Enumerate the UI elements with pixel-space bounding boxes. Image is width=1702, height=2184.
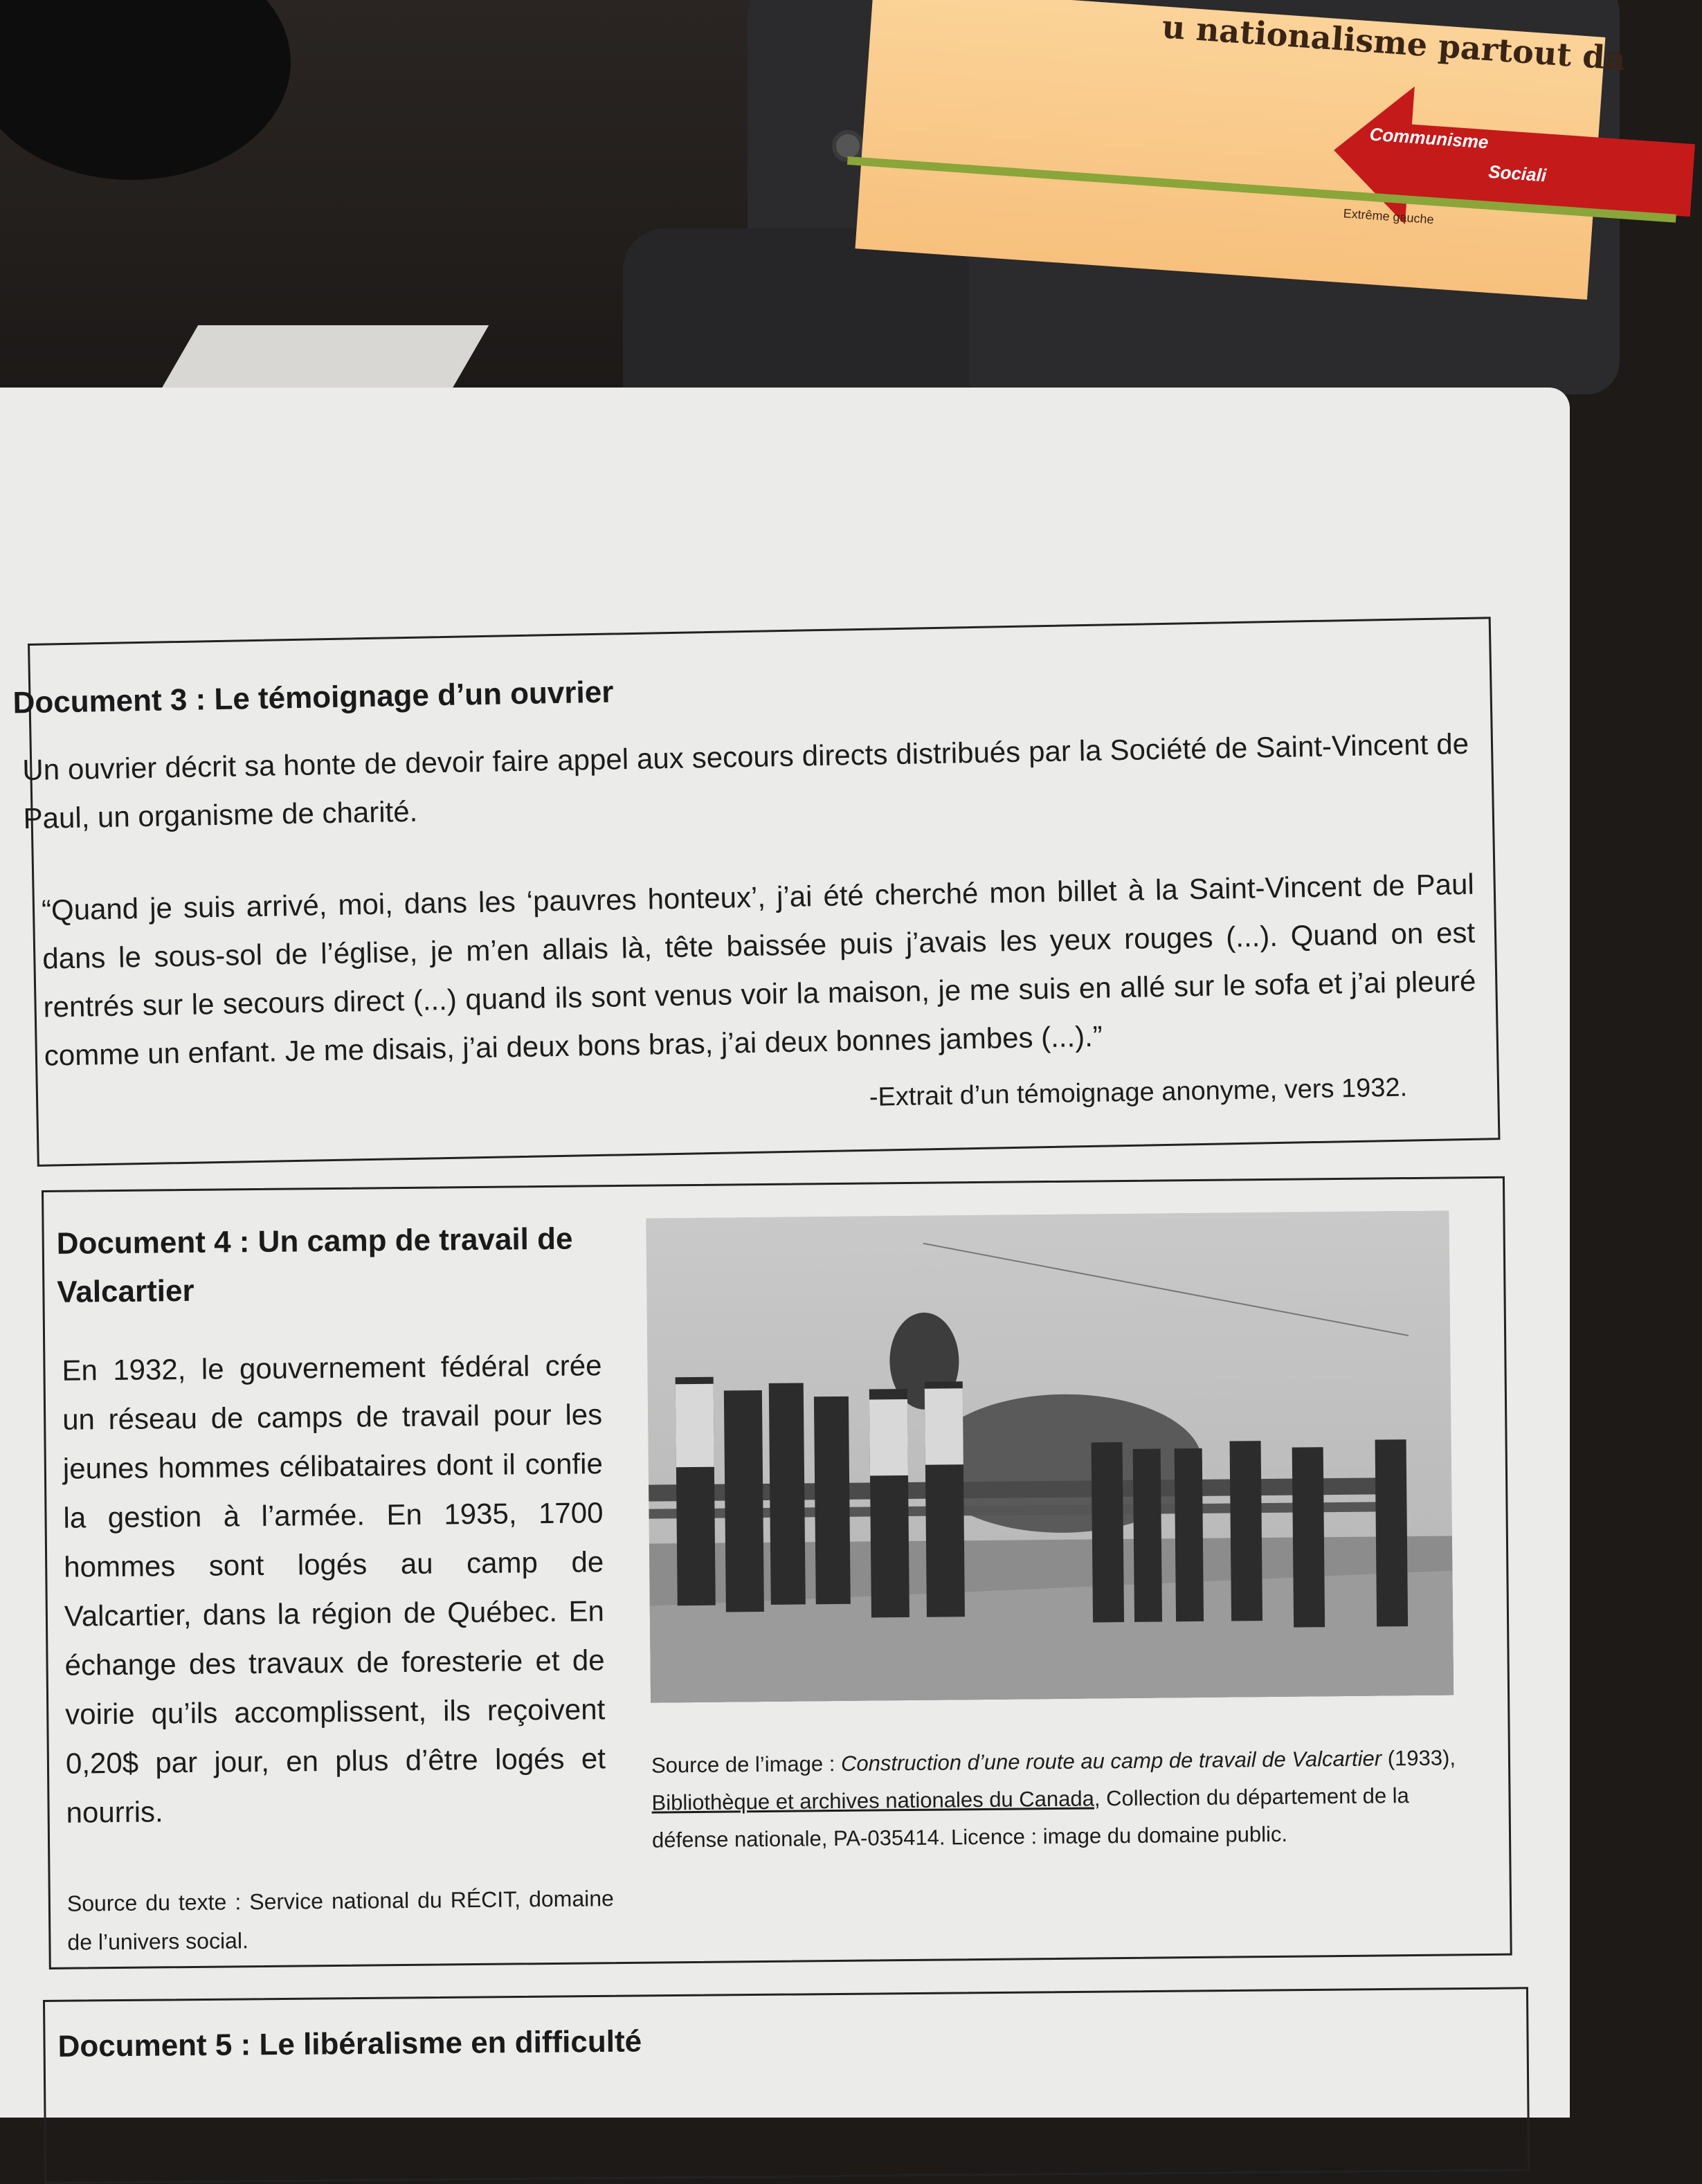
desk-background [0,0,1627,415]
document-3-intro: Un ouvrier décrit sa honte de devoir faire appel aux secours directs distribués par la Société de Saint-Vincent de Paul, un organisme de charité. [21,727,1469,835]
document-page [0,388,1570,2118]
slide-title: u nationalisme partout da [1161,8,1627,78]
document-4-box [42,1176,1512,1969]
document-3-quote: “Quand je suis arrivé, moi, dans les ‘pauvres honteux’, j’ai été cherché mon billet à la Saint-Vincent de Paul dans le sous-sol de l’église, je m’en allais là, tête baissée puis j’avais les yeux rouges (...). Quand on est rentrés sur le secours direct (...) quand ils sont venus voir la maison, je me suis en allé sur le sofa et j’ai pleuré comme un enfant. Je me disais, j’ai deux bons bras, j’ai deux bonnes jambes (...).” [41,867,1476,1072]
axis-label-extreme-gauche: Extrême gauche [1343,206,1435,227]
work-camp-photo-image [646,1210,1454,1702]
document-5-box [43,1987,1530,2184]
document-4-text: En 1932, le gouvernement fédéral crée un réseau de camps de travail pour les jeunes hommes célibataires dont il confie la gestion à l’armée. En 1935, 1700 hommes sont logés au camp de Valcartier, dans la région de Québec. En échange des travaux de foresterie et de voirie qu’ils accomplissent, ils reçoivent 0,20$ par jour, en plus d’être logés et nourris. [62,1349,606,1829]
document-4-text-source: Source du texte : Service national du RÉCIT, domaine de l’univers social. [66,1886,615,1955]
tablet-screen [855,0,1627,300]
document-3-source: -Extrait d’un témoignage anonyme, vers 1932. [869,1073,1408,1112]
lamp-base [0,0,291,180]
document-3-box [12,617,1500,1167]
arrow-label-socialisme: Sociali [1487,161,1548,186]
arrow-label-communisme: Communisme [1368,123,1490,153]
document-5-title: Document 5 : Le libéralisme en difficulté [57,2024,642,2064]
document-3-title: Document 3 : Le témoignage d’un ouvrier [12,675,614,720]
photo-caption [651,1739,1490,1859]
caption-title: Construction d’une route au camp de travail de Valcartier [840,1746,1382,1776]
caption-link[interactable]: Bibliothèque et archives nationales du Canada [651,1786,1095,1815]
document-4-title: Document 4 : Un camp de travail de Valcartier [56,1221,573,1309]
caption-prefix: Source de l’image : [651,1751,842,1778]
work-camp-photo [646,1210,1454,1702]
caption-year: (1933), [1381,1745,1456,1771]
caption-rest: , Collection du département de la défense nationale, PA-035414. Licence : image du domaine public. [651,1783,1409,1853]
